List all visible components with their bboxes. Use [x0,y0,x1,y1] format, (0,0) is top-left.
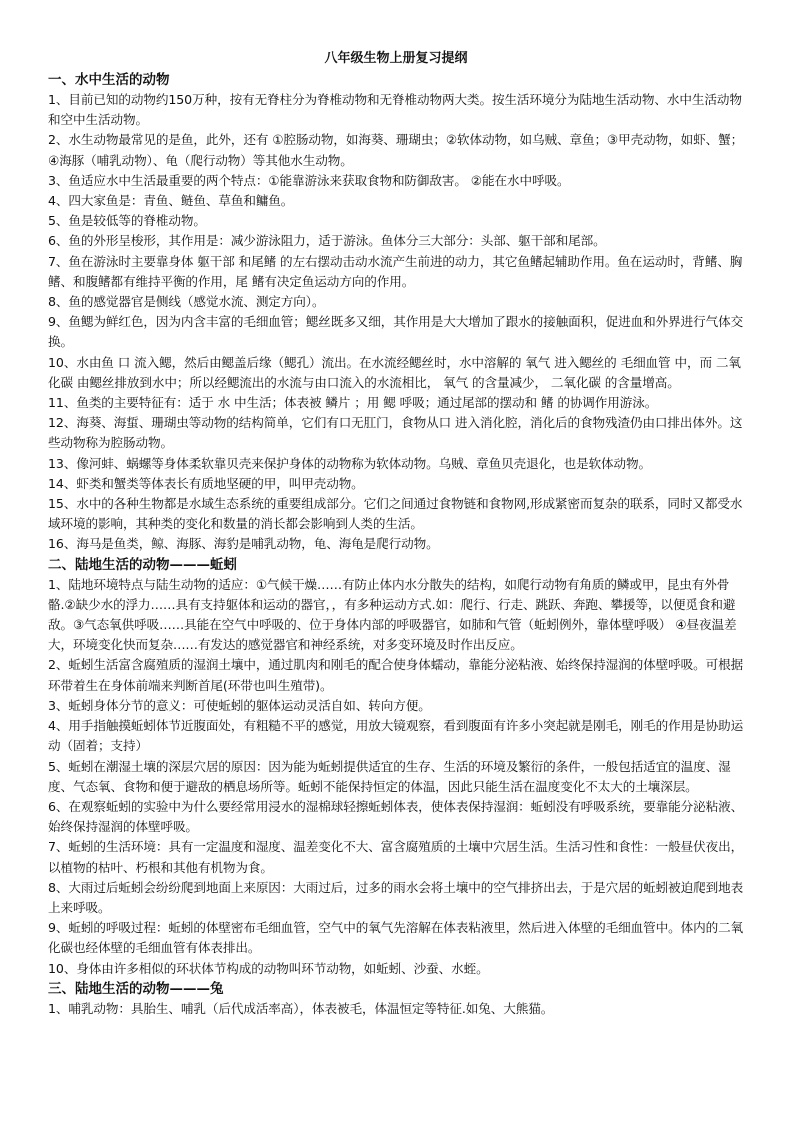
paragraph: 6、鱼的外形呈梭形，其作用是：减少游泳阻力，适于游泳。鱼体分三大部分：头部、躯干部和尾部。 [48,233,606,249]
paragraph: 7、蚯蚓的生活环境：具有一定温度和湿度、温差变化不大、富含腐殖质的土壤中穴居生活。生活习性和食性：一般昼伏夜出，以植物的枯叶、朽根和其他有机物为食。 [48,839,744,875]
paragraph: 2、蚯蚓生活富含腐殖质的湿润土壤中，通过肌肉和刚毛的配合使身体蠕动，靠能分泌粘液、始终保持湿润的体壁呼吸。可根据环带着生在身体前端来判断首尾(环带也叫生殖带)。 [48,657,744,693]
paragraph: 1、陆地环境特点与陆生动物的适应：①气候干燥……有防止体内水分散失的结构，如爬行动物有角质的鳞或甲，昆虫有外骨骼.②缺少水的浮力……具有支持躯体和运动的器官，，有多种运动方式.如：爬行、行走、跳跃、奔跑、攀援等，以便觅食和避敌。③气态氧供呼吸……具能在空气中呼吸的、位于身体内部的呼吸器官，如肺和气管（蚯蚓例外，靠体壁呼吸） ④昼夜温差大，环境变化快而复杂……有发达的感觉器官和神经系统，对多变环境及时作出反应。 [48,576,737,653]
paragraph: 12、海葵、海蜇、珊瑚虫等动物的结构简单，它们有口无肛门，食物从口 进入消化腔，消化后的食物残渣仍由口排出体外。这些动物称为腔肠动物。 [48,415,743,451]
paragraph: 15、水中的各种生物都是水域生态系统的重要组成部分。它们之间通过食物链和食物网,形成紧密而复杂的联系，同时又都受水域环境的影响，其种类的变化和数量的消长都会影响到人类的生活。 [48,496,743,532]
paragraph: 4、用手指触摸蚯蚓体节近腹面处，有粗糙不平的感觉，用放大镜观察，看到腹面有许多小突起就是刚毛，刚毛的作用是协助运动（固着；支持） [48,718,744,754]
section-earthworm [48,555,744,979]
paragraph: 2、水生动物最常见的是鱼，此外，还有 ①腔肠动物，如海葵、珊瑚虫；②软体动物，如乌贼、章鱼；③甲壳动物，如虾、蟹；④海豚（哺乳动物）、龟（爬行动物）等其他水生动物。 [48,132,744,168]
document-title: 八年级生物上册复习提纲 [324,51,468,66]
section-rabbit [48,979,744,1019]
paragraph: 14、虾类和蟹类等体表长有质地坚硬的甲，叫甲壳动物。 [48,475,364,491]
paragraph: 1、哺乳动物：具胎生、哺乳（后代成活率高），体表被毛，体温恒定等特征.如兔、大熊猫。 [48,1000,554,1016]
paragraph: 3、蚯蚓身体分节的意义：可使蚯蚓的躯体运动灵活自如、转向方便。 [48,697,431,713]
paragraph: 5、鱼是较低等的脊椎动物。 [48,213,206,229]
paragraph: 8、大雨过后蚯蚓会纷纷爬到地面上来原因：大雨过后，过多的雨水会将土壤中的空气排挤出去，于是穴居的蚯蚓被迫爬到地表上来呼吸。 [48,879,744,915]
paragraph: 16、海马是鱼类，鲸、海豚、海豹是哺乳动物，龟、海龟是爬行动物。 [48,536,439,552]
section-aquatic-animals [48,70,744,555]
paragraph: 7、鱼在游泳时主要靠身体 躯干部 和尾鳍 的左右摆动击动水流产生前进的动力，其它鱼鳍起辅助作用。鱼在运动时，背鳍、胸鳍、和腹鳍都有维持平衡的作用，尾 鳍有决定鱼运动方向的作用。 [48,253,743,289]
paragraph: 5、蚯蚓在潮湿土壤的深层穴居的原因：因为能为蚯蚓提供适宜的生存、生活的环境及繁衍的条件，一般包括适宜的温度、湿度、气态氧、食物和便于避敌的栖息场所等。蚯蚓不能保持恒定的体温，因此只能生活在温度变化不太大的土壤深层。 [48,758,731,794]
paragraph: 13、像河蚌、蜗螺等身体柔软靠贝壳来保护身体的动物称为软体动物。乌贼、章鱼贝壳退化，也是软体动物。 [48,455,652,471]
paragraph: 9、鱼鳃为鲜红色，因为内含丰富的毛细血管；鳃丝既多又细，其作用是大大增加了跟水的接触面积，促进血和外界进行气体交换。 [48,314,744,350]
paragraph: 3、鱼适应水中生活最重要的两个特点：①能靠游泳来获取食物和防御敌害。 ②能在水中呼吸。 [48,172,570,188]
paragraph: 6、在观察蚯蚓的实验中为什么要经常用浸水的湿棉球轻擦蚯蚓体表，使体表保持湿润：蚯蚓没有呼吸系统，要靠能分泌粘液、始终保持湿润的体壁呼吸。 [48,798,744,835]
section-heading: 三、陆地生活的动物———兔 [48,980,224,997]
paragraph: 10、水由鱼 口 流入鳃，然后由鳃盖后缘（鳃孔）流出。在水流经鳃丝时，水中溶解的 氧气 进入鳃丝的 毛细血管 中，而 二氧化碳 由鳃丝排放到水中；所以经鳃流出的水流与由口流入的水流相比， 氧气 的含量减少， 二氧化碳 的含量增高。 [48,354,741,390]
paragraph: 10、身体由许多相似的环状体节构成的动物叫环节动物，如蚯蚓、沙蚕、水蛭。 [48,960,489,976]
paragraph: 4、四大家鱼是：青鱼、鲢鱼、草鱼和鳙鱼。 [48,193,294,209]
paragraph: 1、目前已知的动物约150万种，按有无脊柱分为脊椎动物和无脊椎动物两大类。按生活环境分为陆地生活动物、水中生活动物和空中生活动物。 [48,92,742,128]
paragraph: 11、鱼类的主要特征有：适于 水 中生活；体表被 鳞片 ；用 鳃 呼吸；通过尾部的摆动和 鳍 的协调作用游泳。 [48,395,658,411]
section-heading: 二、陆地生活的动物———蚯蚓 [48,556,237,573]
section-heading: 一、水中生活的动物 [48,72,170,88]
paragraph: 8、鱼的感觉器官是侧线（感觉水流、测定方向）。 [48,294,325,310]
paragraph: 9、蚯蚓的呼吸过程：蚯蚓的体壁密布毛细血管，空气中的氧气先溶解在体表粘液里，然后进入体壁的毛细血管中。体内的二氧化碳也经体壁的毛细血管有体表排出。 [48,920,744,956]
